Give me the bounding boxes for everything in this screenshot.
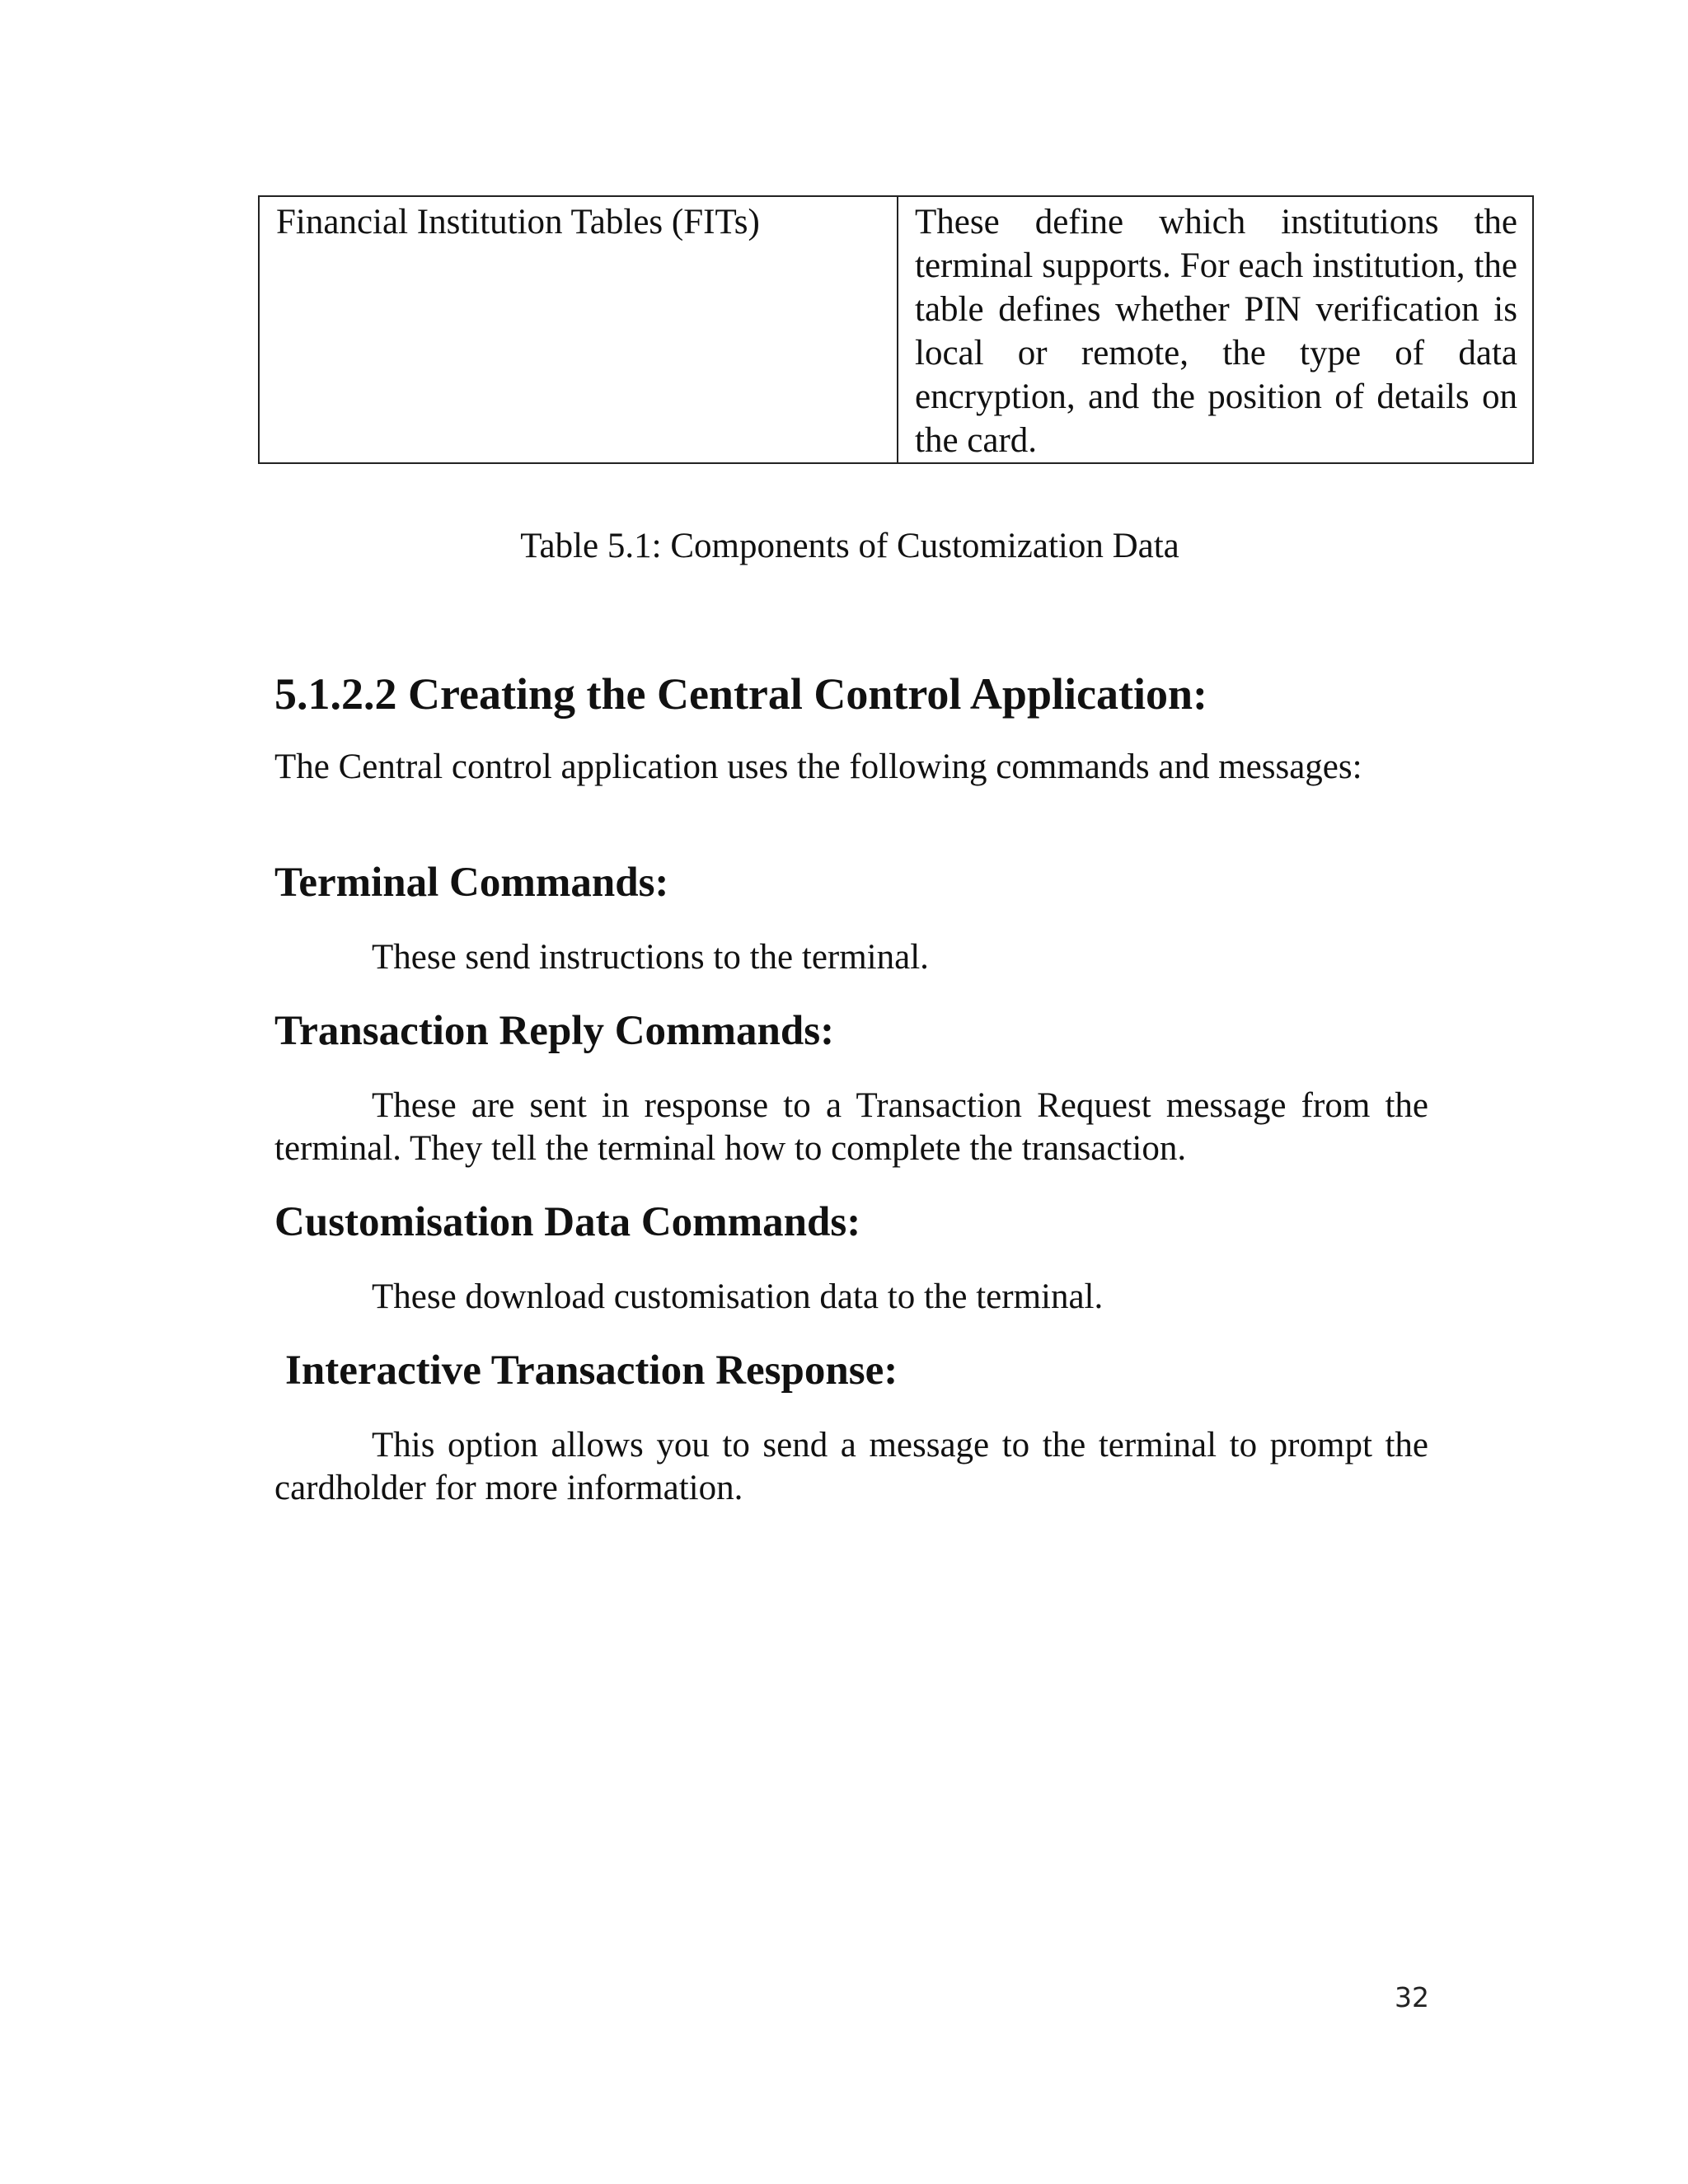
table-caption: Table 5.1: Components of Customization Data	[520, 527, 1179, 565]
section-title: 5.1.2.2 Creating the Central Control Application:	[274, 669, 1207, 719]
paragraph-terminal-commands: These send instructions to the terminal.	[372, 938, 929, 977]
paragraph-interactive-transaction-response: This option allows you to send a message to the terminal to prompt the cardholder for more information.	[274, 1426, 1428, 1507]
table-row	[259, 196, 1533, 463]
subheading-terminal-commands: Terminal Commands:	[274, 860, 669, 906]
table-cell-component: Financial Institution Tables (FITs)	[259, 196, 898, 463]
page-number: 32	[1395, 1981, 1429, 2013]
paragraph-transaction-reply-commands: These are sent in response to a Transaction Request message from the terminal. They tell the terminal how to complete the transaction.	[274, 1086, 1428, 1168]
paragraph-customisation-data-commands: These download customisation data to the terminal.	[372, 1277, 1104, 1316]
subheading-interactive-transaction-response: Interactive Transaction Response:	[285, 1347, 898, 1394]
subheading-transaction-reply-commands: Transaction Reply Commands:	[274, 1008, 835, 1054]
section-intro: The Central control application uses the following commands and messages:	[274, 748, 1362, 786]
subheading-customisation-data-commands: Customisation Data Commands:	[274, 1199, 861, 1245]
table-cell-description: These define which institutions the terminal supports. For each institution, the table defines whether PIN verification is local or remote, the type of data encryption, and the position of details on the card.	[898, 196, 1533, 463]
customization-data-table	[258, 195, 1534, 464]
